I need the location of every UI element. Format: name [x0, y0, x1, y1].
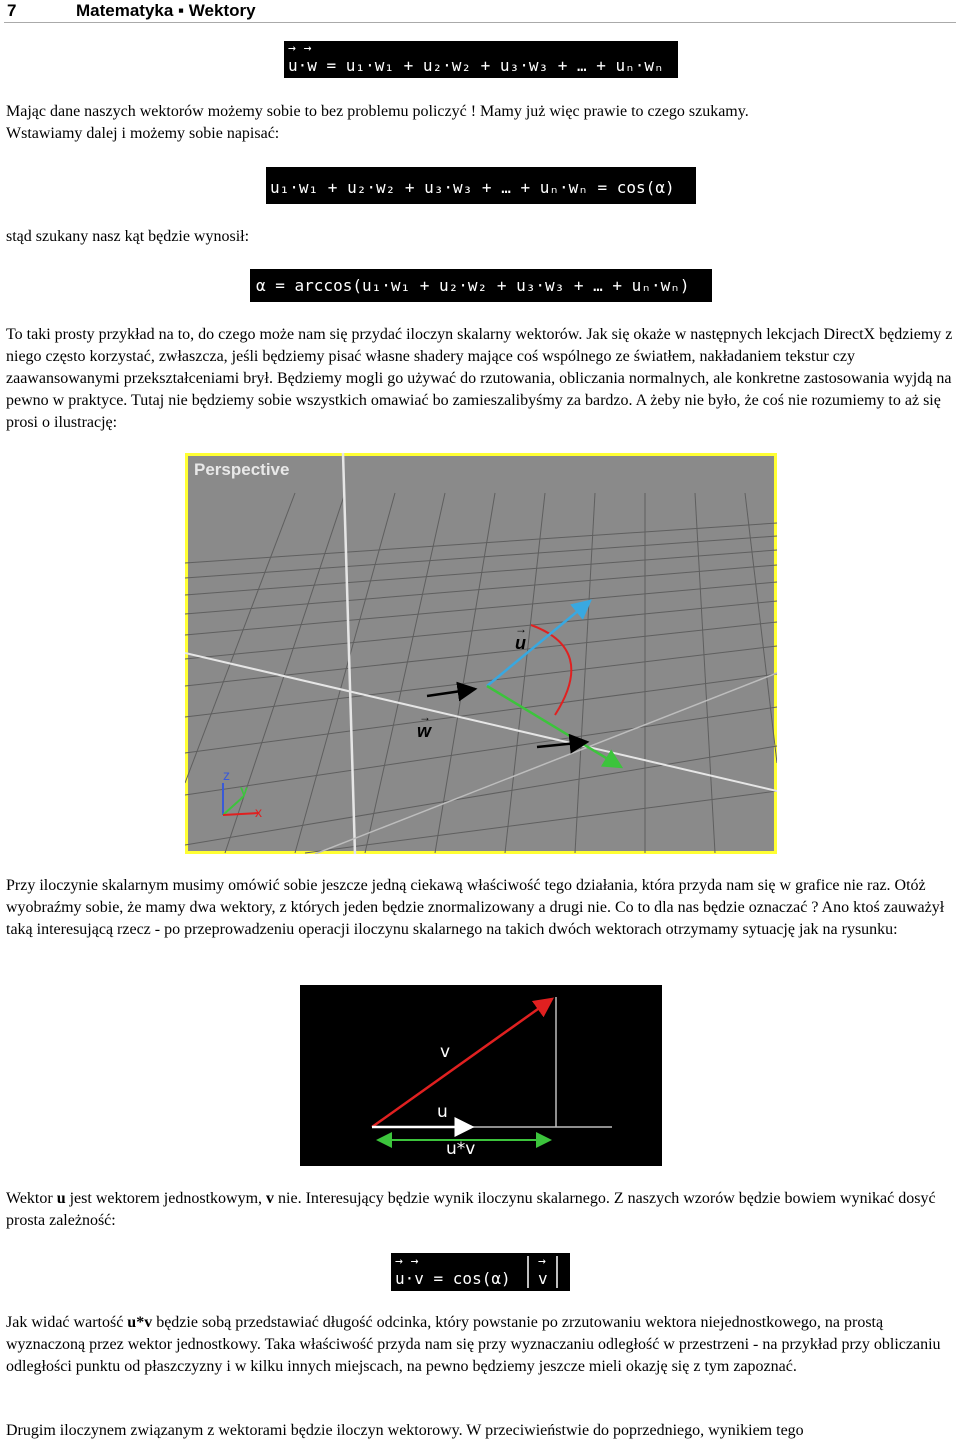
vector-arrows: → →	[395, 1254, 419, 1269]
figure-projection	[300, 985, 662, 1166]
vector-arrow-v: →	[538, 1254, 546, 1269]
equation-text: u·w = u₁·w₁ + u₂·w₂ + u₃·w₃ + … + uₙ·wₙ	[288, 56, 664, 75]
axis-label-x: x	[255, 804, 262, 820]
header-divider	[4, 22, 956, 23]
label-u: u	[437, 1102, 448, 1122]
page-title: Matematyka ▪ Wektory	[76, 1, 256, 20]
equation-cos-alpha	[266, 167, 696, 204]
viewport-label: Perspective	[194, 460, 290, 479]
label-w-arrow: →	[419, 710, 431, 724]
paragraph-unit-vector: Wektor u jest wektorem jednostkowym, v nie. Interesujący będzie wynik iloczynu skalarnego. Z naszych wzorów będzie bowiem wynikać dosyć prosta zależność:	[6, 1190, 936, 1229]
paragraph-line: Mając dane naszych wektorów możemy sobie to bez problemu policzyć ! Mamy już więc prawie to czego szukamy.	[6, 103, 749, 120]
paragraph-line: Wstawiamy dalej i możemy sobie napisać:	[6, 125, 280, 142]
label-w: w	[417, 721, 432, 741]
equation-text: u₁·w₁ + u₂·w₂ + u₃·w₃ + … + uₙ·wₙ = cos(α)	[270, 178, 675, 197]
equation-dot-product	[284, 41, 678, 78]
axis-label-y: y	[240, 782, 248, 798]
axis-label-z: z	[223, 767, 230, 783]
label-u: u	[515, 633, 526, 653]
equation-text: u·v = cos(α)	[395, 1269, 511, 1288]
paragraph-property: Przy iloczynie skalarnym musimy omówić sobie jeszcze jedną ciekawą właściwość tego działania, która przyda nam się w grafice nie raz. Otóż wyobraźmy sobie, że mamy dwa wektory, z których jeden będzie znormalizowany a drugi nie. Co to dla nas będzie oznaczać ? Ano ktoś zauważył taką interesującą rzecz - po przeprowadzeniu operacji iloczynu skalarnego na takich dwóch wektorach otrzymamy sytuację jak na rysunku:	[6, 877, 945, 938]
paragraph-cross-product: Drugim iloczynem związanym z wektorami będzie iloczyn wektorowy. W przeciwieństwie do poprzedniego, wynikiem tego	[6, 1422, 804, 1439]
page-header	[0, 0, 960, 22]
label-v: v	[440, 1042, 451, 1062]
label-u-arrow: →	[515, 622, 527, 636]
bold-uv: u*v	[127, 1314, 153, 1331]
paragraph-angle: stąd szukany nasz kąt będzie wynosił:	[6, 228, 250, 245]
equation-projection	[391, 1253, 570, 1291]
paragraph-intro	[6, 101, 956, 145]
equation-text: α = arccos(u₁·w₁ + u₂·w₂ + u₃·w₃ + … + uₙ·wₙ)	[256, 276, 690, 295]
figure-background	[300, 985, 662, 1166]
bold-u: u	[56, 1190, 66, 1207]
page-number: 7	[7, 1, 17, 20]
bold-v: v	[266, 1190, 275, 1207]
vector-arrows: → →	[288, 41, 312, 56]
equation-arccos	[250, 269, 712, 302]
equation-v: v	[538, 1269, 548, 1288]
paragraph-example: To taki prosty przykład na to, do czego może nam się przydać iloczyn skalarny wektorów. Jak się okaże w następnych lekcjach DirectX będziemy z niego często korzystać, zwłaszcza, jeśli będziemy pisać własne shadery mające coś wspólnego ze światłem, nakładaniem tekstur czy zaawansowanymi przekształceniami brył. Będziemy mogli go używać do rzutowania, obliczania normalnych, ale konkretne zastosowania wyjdą na pewno w praktyce. Tutaj nie będziemy sobie wszystkich omawiać bo zamieszalibyśmy za bardzo. A żeby nie było, że coś nie rozumiemy to aż się prosi o ilustrację:	[6, 326, 953, 431]
figure-perspective	[185, 453, 777, 854]
paragraph-projection: Jak widać wartość u*v będzie sobą przedstawiać długość odcinka, który powstanie po zrzutowaniu wektora niejednostkowego, na prostą wyznaczoną przez wektor jednostkowy. Taka właściwość przyda nam się przy wyznaczaniu odległość w przestrzeni - na przykład przy obliczaniu odległości punktu od płaszczyzny i w kilku innych miejscach, na pewno będziemy jeszcze mieli okazję się z tym zapoznać.	[6, 1314, 941, 1375]
label-uv: u*v	[446, 1139, 476, 1159]
